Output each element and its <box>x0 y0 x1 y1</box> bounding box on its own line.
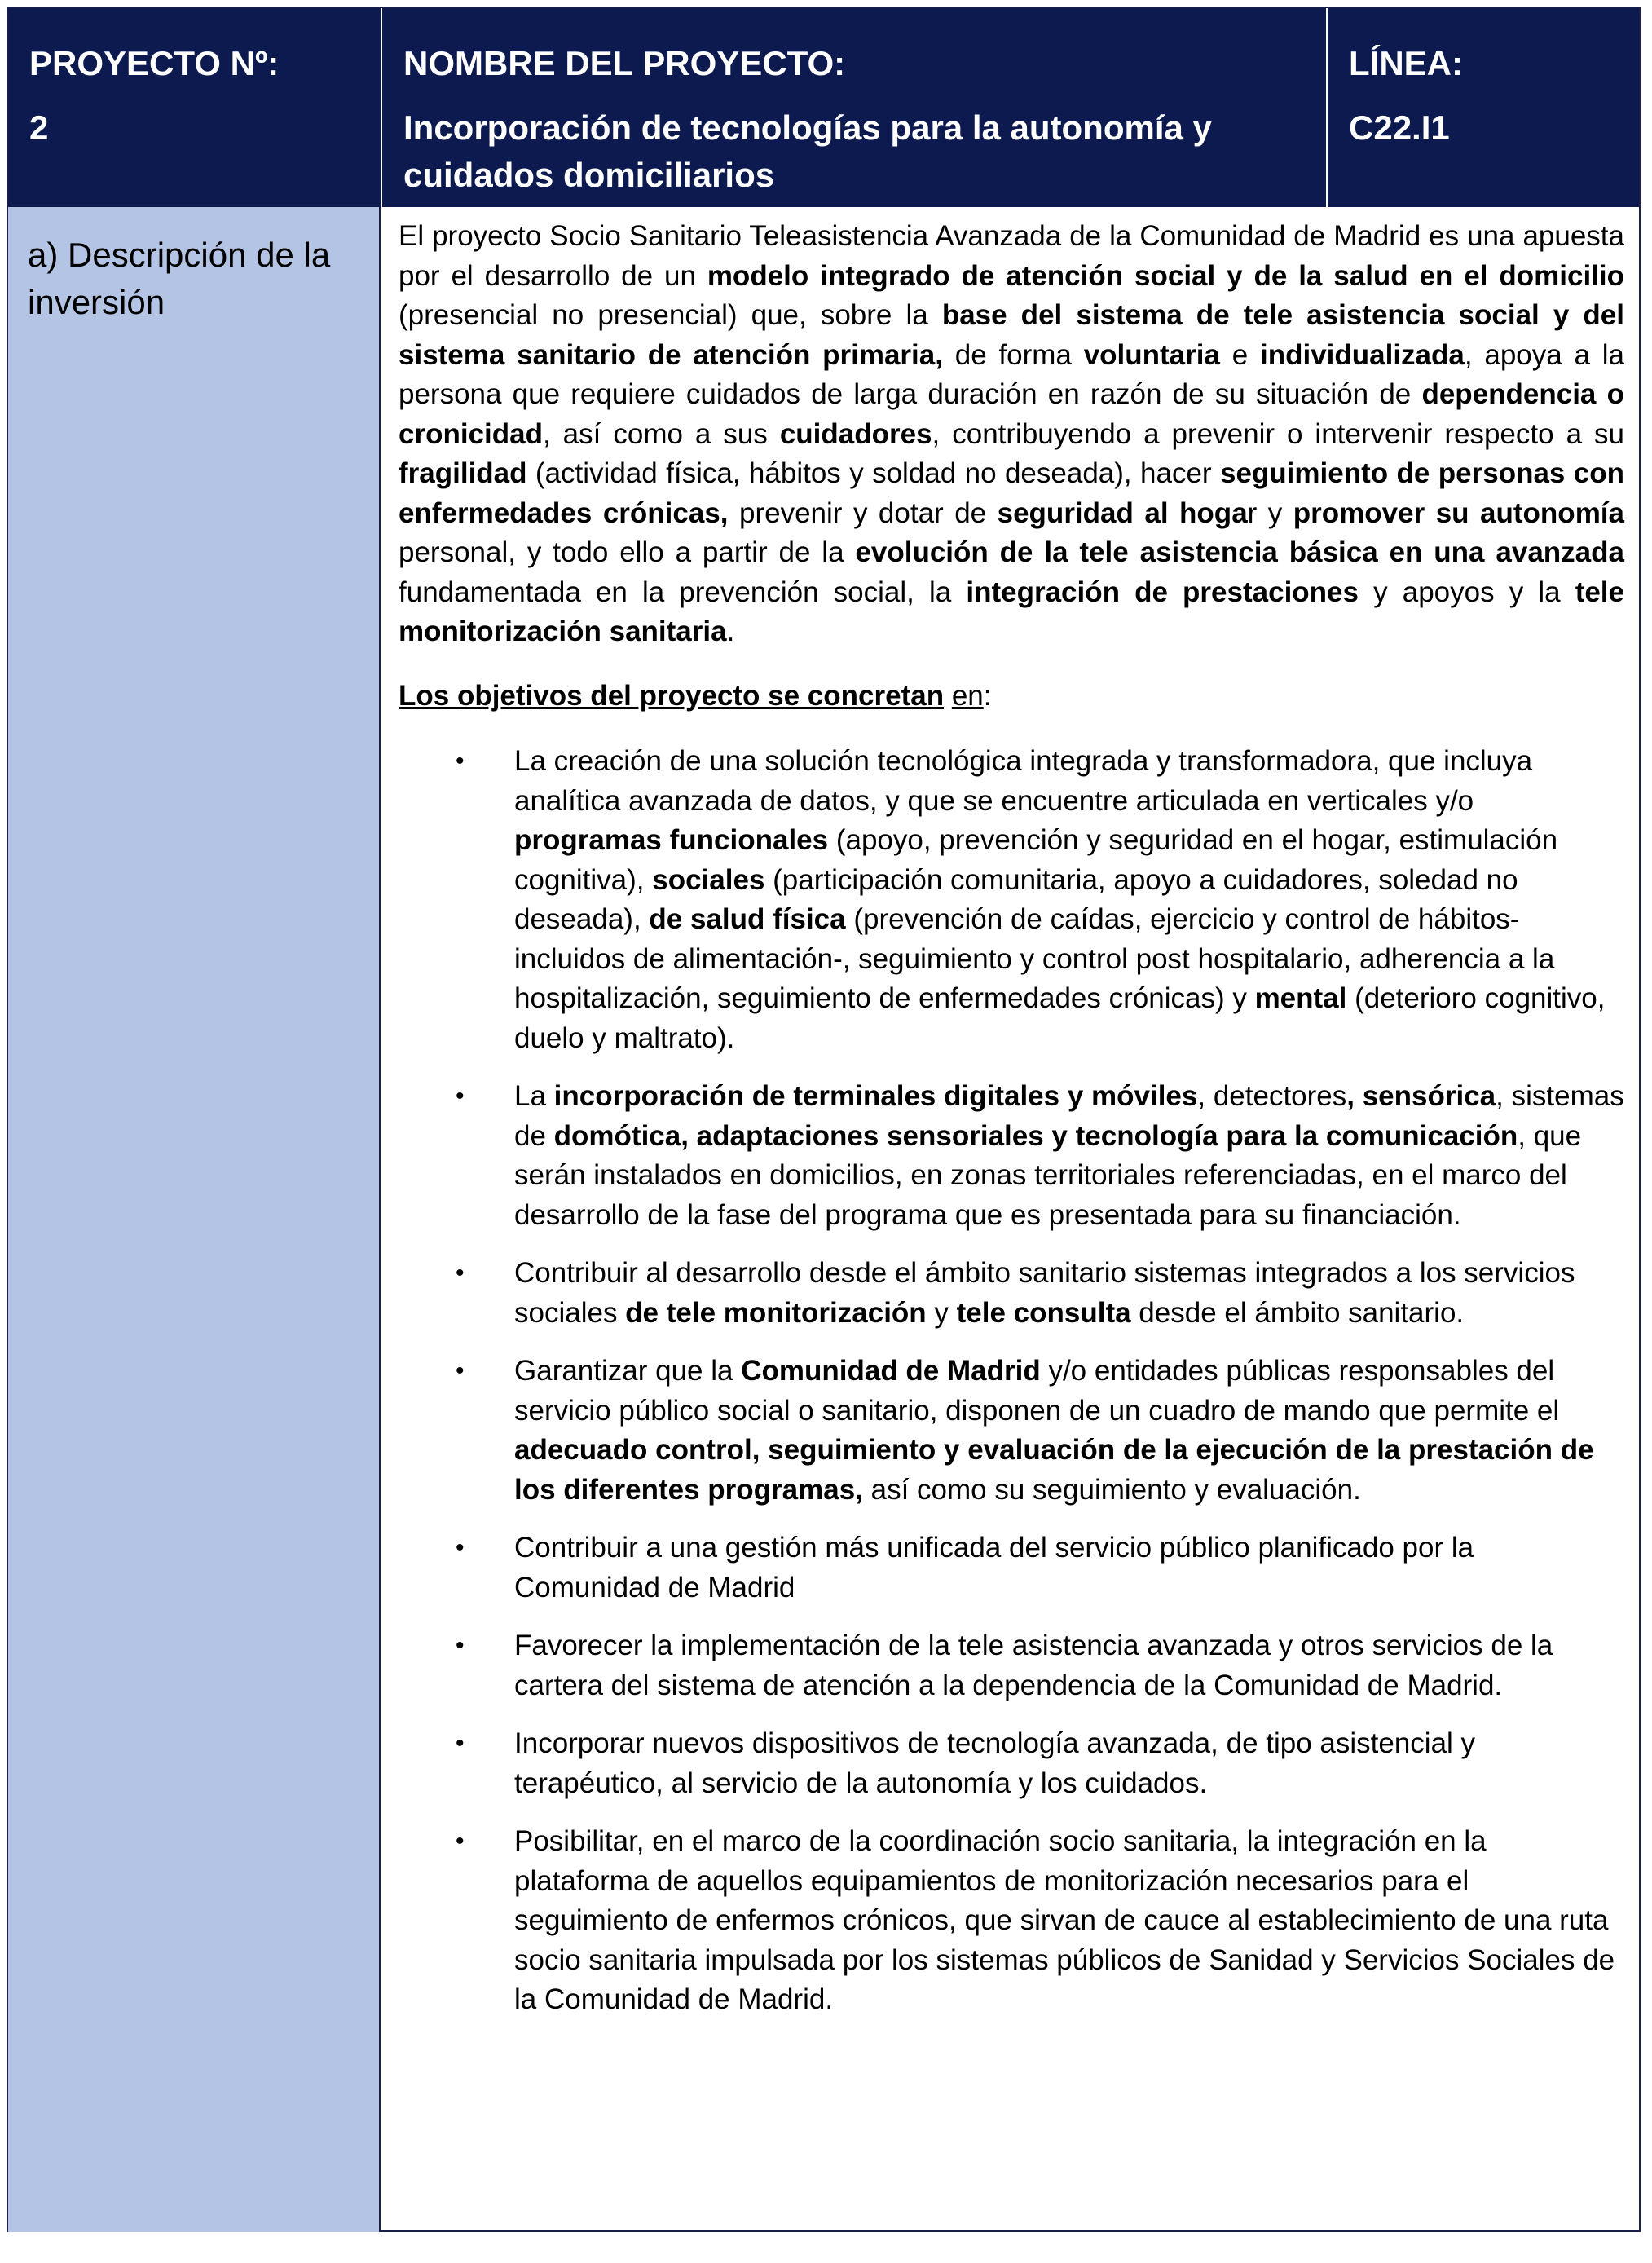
text-run: La <box>514 1080 554 1112</box>
section-label-cell <box>8 207 381 2232</box>
objective-item <box>399 1254 1624 1333</box>
bold-text-run: programas funcionales <box>514 824 829 856</box>
section-content-cell <box>382 207 1641 2232</box>
project-number-label: PROYECTO Nº: <box>29 44 280 82</box>
line-value: C22.I1 <box>1349 108 1450 147</box>
project-name-cell <box>381 8 1326 207</box>
objective-item <box>399 1529 1624 1608</box>
text-run: así como su seguimiento y evaluación. <box>862 1473 1361 1506</box>
objectives-title-suffix: en <box>951 679 984 712</box>
text-run: desde el ámbito sanitario. <box>1130 1296 1465 1329</box>
objective-item <box>399 1626 1624 1705</box>
bold-text-run: individualizada <box>1259 338 1465 371</box>
text-run: Posibilitar, en el marco de la coordinación socio sanitaria, la integración en la plataforma de aquellos equipamientos de monitorización necesarios para el seguimiento de enfermos crónicos, que sirvan de cauce al establecimiento de una ruta socio sanitaria impulsada por los sistemas públicos de Sanidad y Servicios Sociales de la Comunidad de Madrid. <box>514 1825 1615 2015</box>
objectives-heading <box>399 677 1624 717</box>
bold-text-run: modelo integrado de atención social y de la salud en el domicilio <box>707 259 1624 292</box>
table-header <box>8 8 1639 207</box>
bold-text-run: base del sistema de tele asistencia social y del sistema sanitario de atención primaria, <box>399 299 1624 371</box>
text-run: Incorporar nuevos dispositivos de tecnología avanzada, de tipo asistencial y terapéutico, al servicio de la autonomía y los cuidados. <box>514 1727 1476 1799</box>
bold-text-run: de salud física <box>649 903 846 935</box>
text-run: , apoya a la persona que requiere cuidados de larga duración en razón de su situación de <box>399 338 1624 410</box>
text-run: fundamentada en la prevención social, la <box>399 576 967 608</box>
text-run: , sistemas de <box>514 1080 1624 1152</box>
text-run: (prevención de caídas, ejercicio y control de hábitos-incluidos de alimentación-, seguimiento y control post hospitalario, adherencia a la hospitalización, seguimiento de enfermedades crónicas) y <box>514 903 1555 1014</box>
objectives-title-colon: : <box>983 679 992 712</box>
objective-item <box>399 1077 1624 1235</box>
bold-text-run: tele monitorización sanitaria <box>399 576 1624 647</box>
text-run: y/o entidades públicas responsables del servicio público social o sanitario, disponen de un cuadro de mando que permite el <box>514 1355 1560 1427</box>
text-run: , contribuyendo a prevenir o intervenir respecto a su <box>932 417 1624 450</box>
text-run: Contribuir a una gestión más unificada del servicio público planificado por la Comunidad de Madrid <box>514 1532 1474 1604</box>
text-run: y <box>926 1296 957 1329</box>
project-number-cell <box>8 8 381 207</box>
text-run: (participación comunitaria, apoyo a cuidadores, soledad no deseada), <box>514 863 1518 935</box>
bold-text-run: cuidadores <box>779 417 932 450</box>
text-run: de forma <box>942 338 1084 371</box>
bold-text-run: seguimiento de personas con enfermedades crónicas, <box>399 457 1625 529</box>
text-run: Favorecer la implementación de la tele asistencia avanzada y otros servicios de la cartera del sistema de atención a la dependencia de la Comunidad de Madrid. <box>514 1630 1553 1701</box>
bullet-icon: • <box>456 1083 465 1109</box>
line-cell <box>1326 8 1641 207</box>
bold-text-run: sociales <box>652 863 765 896</box>
objective-item <box>399 1724 1624 1803</box>
text-run: , así como a sus <box>542 417 780 450</box>
description-paragraph <box>399 217 1624 652</box>
bold-text-run: , sensórica <box>1346 1080 1496 1112</box>
bold-text-run: dependencia o cronicidad <box>399 378 1624 450</box>
text-run: personal, y todo ello a partir de la <box>399 536 856 568</box>
bold-text-run: tele consulta <box>956 1296 1131 1329</box>
objectives-title: Los objetivos del proyecto se concretan <box>399 679 945 712</box>
section-label: a) Descripción de la inversión <box>28 236 331 321</box>
text-run: (apoyo, prevención y seguridad en el hogar, estimulación cognitiva), <box>514 824 1558 896</box>
text-run: (actividad física, hábitos y soldad no deseada), hacer <box>526 457 1220 489</box>
project-number-value: 2 <box>29 108 49 147</box>
text-run: El proyecto Socio Sanitario Teleasistencia Avanzada de la Comunidad de Madrid es una apuesta por el desarrollo de un <box>399 220 1624 292</box>
bullet-icon: • <box>456 1730 465 1757</box>
objective-item <box>399 742 1624 1058</box>
text-run: r y <box>1247 496 1293 529</box>
line-label: LÍNEA: <box>1349 44 1463 82</box>
bullet-icon: • <box>456 1828 465 1855</box>
bold-text-run: de tele monitorización <box>625 1296 927 1329</box>
bullet-icon: • <box>456 1259 465 1286</box>
objectives-list <box>399 742 1624 2020</box>
bold-text-run: seguridad al hoga <box>997 496 1248 529</box>
project-name-label: NOMBRE DEL PROYECTO: <box>403 44 846 82</box>
bullet-icon: • <box>456 1632 465 1659</box>
text-run: , detectores <box>1197 1080 1347 1112</box>
bold-text-run: adecuado control, seguimiento y evaluación de la ejecución de la prestación de los diferentes programas, <box>514 1434 1594 1506</box>
text-run: Garantizar que la <box>514 1355 742 1387</box>
text-run: Contribuir al desarrollo desde el ámbito sanitario sistemas integrados a los servicios sociales <box>514 1257 1575 1329</box>
text-run: . <box>726 615 735 647</box>
project-name-value: Incorporación de tecnologías para la autonomía y cuidados domiciliarios <box>403 108 1212 194</box>
text-run: (presencial no presencial) que, sobre la <box>399 299 942 331</box>
text-run: , que serán instalados en domicilios, en zonas territoriales referenciadas, en el marco del desarrollo de la fase del programa que es presentada para su financiación. <box>514 1119 1582 1231</box>
bold-text-run: mental <box>1254 982 1347 1014</box>
bold-text-run: incorporación de terminales digitales y móviles <box>553 1080 1198 1112</box>
text-run: prevenir y dotar de <box>728 496 998 529</box>
bold-text-run: promover su autonomía <box>1293 496 1624 529</box>
bold-text-run: integración de prestaciones <box>966 576 1359 608</box>
bold-text-run: Comunidad de Madrid <box>741 1355 1041 1387</box>
bold-text-run: fragilidad <box>399 457 527 489</box>
bullet-icon: • <box>456 748 465 774</box>
text-run: (deterioro cognitivo, duelo y maltrato). <box>514 982 1606 1054</box>
project-table <box>7 7 1641 2232</box>
text-run: y apoyos y la <box>1359 576 1575 608</box>
bullet-icon: • <box>456 1534 465 1561</box>
bold-text-run: voluntaria <box>1083 338 1220 371</box>
text-run: e <box>1219 338 1260 371</box>
objective-item <box>399 1352 1624 1510</box>
bold-text-run: domótica, adaptaciones sensoriales y tecnología para la comunicación <box>553 1119 1518 1152</box>
text-run: La creación de una solución tecnológica integrada y transformadora, que incluya analítica avanzada de datos, y que se encuentre articulada en verticales y/o <box>514 745 1533 817</box>
bullet-icon: • <box>456 1357 465 1384</box>
objective-item <box>399 1822 1624 2020</box>
bold-text-run: evolución de la tele asistencia básica en una avanzada <box>855 536 1624 568</box>
